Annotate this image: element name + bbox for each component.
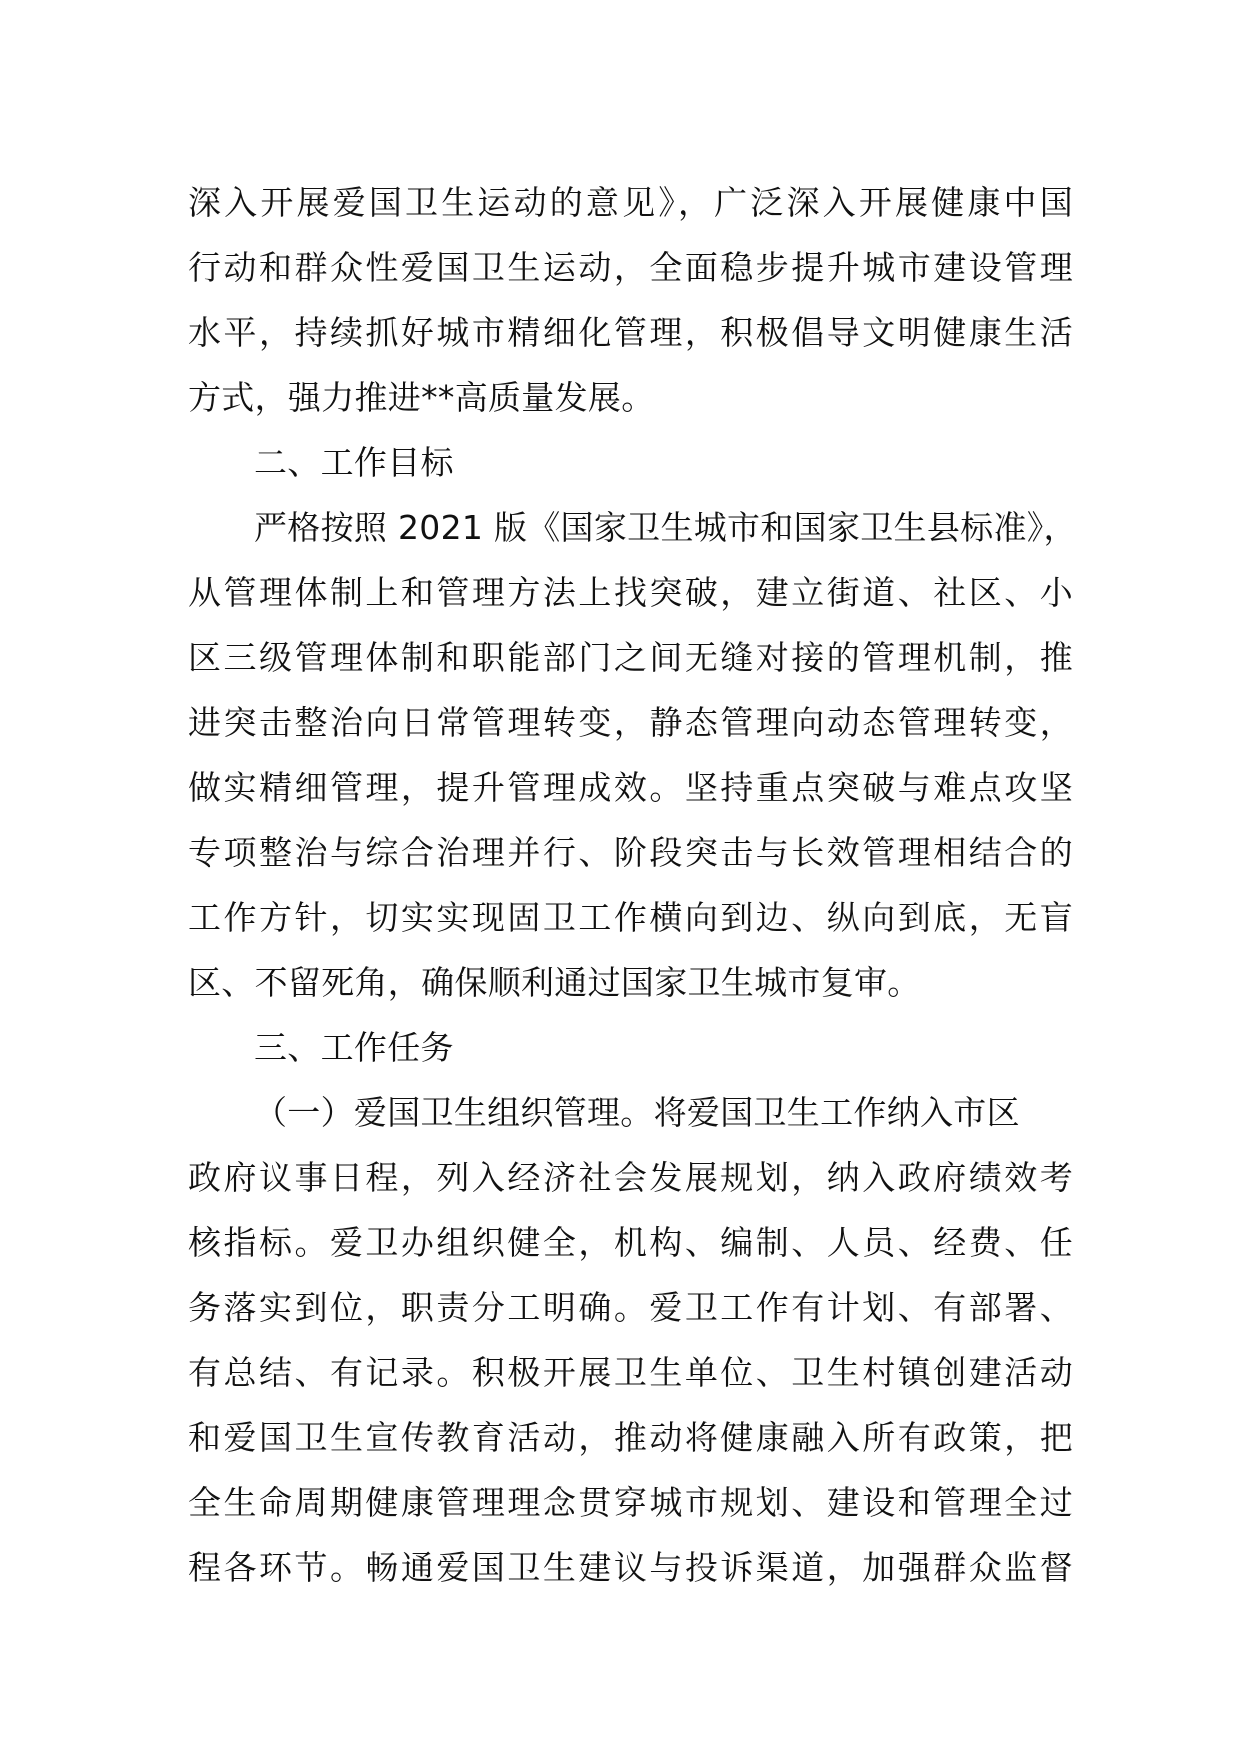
- text-line: 务落实到位，职责分工明确。爱卫工作有计划、有部署、: [188, 1288, 1073, 1327]
- text-line: 程各环节。畅通爱国卫生建议与投诉渠道，加强群众监督: [188, 1548, 1073, 1587]
- text-line: 从管理体制上和管理方法上找突破，建立街道、社区、小: [188, 573, 1073, 612]
- text-line: 做实精细管理，提升管理成效。坚持重点突破与难点攻坚: [188, 768, 1073, 807]
- text-line: 有总结、有记录。积极开展卫生单位、卫生村镇创建活动: [188, 1353, 1073, 1392]
- text-line: 核指标。爱卫办组织健全，机构、编制、人员、经费、任: [188, 1223, 1073, 1262]
- text-line: 区、不留死角，确保顺利通过国家卫生城市复审。: [188, 963, 921, 1002]
- text-line: 区三级管理体制和职能部门之间无缝对接的管理机制，推: [188, 638, 1073, 677]
- text-line: 全生命周期健康管理理念贯穿城市规划、建设和管理全过: [188, 1483, 1073, 1522]
- text-line: 专项整治与综合治理并行、阶段突击与长效管理相结合的: [188, 833, 1073, 872]
- text-line: 政府议事日程，列入经济社会发展规划，纳入政府绩效考: [188, 1158, 1073, 1197]
- section-heading: 三、工作任务: [254, 1028, 454, 1067]
- text-line: 工作方针，切实实现固卫工作横向到边、纵向到底，无盲: [188, 898, 1073, 937]
- text-line: 方式，强力推进**高质量发展。: [188, 378, 655, 417]
- document-body: [188, 170, 1077, 1600]
- text-line: （一）爱国卫生组织管理。将爱国卫生工作纳入市区: [254, 1093, 1020, 1132]
- text-line: 严格按照 2021 版《国家卫生城市和国家卫生县标准》，: [254, 508, 1077, 547]
- text-line: 行动和群众性爱国卫生运动，全面稳步提升城市建设管理: [188, 248, 1073, 287]
- text-line: 水平，持续抓好城市精细化管理，积极倡导文明健康生活: [188, 313, 1073, 352]
- section-heading: 二、工作目标: [254, 443, 454, 482]
- text-line: 深入开展爱国卫生运动的意见》，广泛深入开展健康中国: [188, 183, 1073, 222]
- text-line: 和爱国卫生宣传教育活动，推动将健康融入所有政策，把: [188, 1418, 1073, 1457]
- text-line: 进突击整治向日常管理转变，静态管理向动态管理转变，: [188, 703, 1073, 742]
